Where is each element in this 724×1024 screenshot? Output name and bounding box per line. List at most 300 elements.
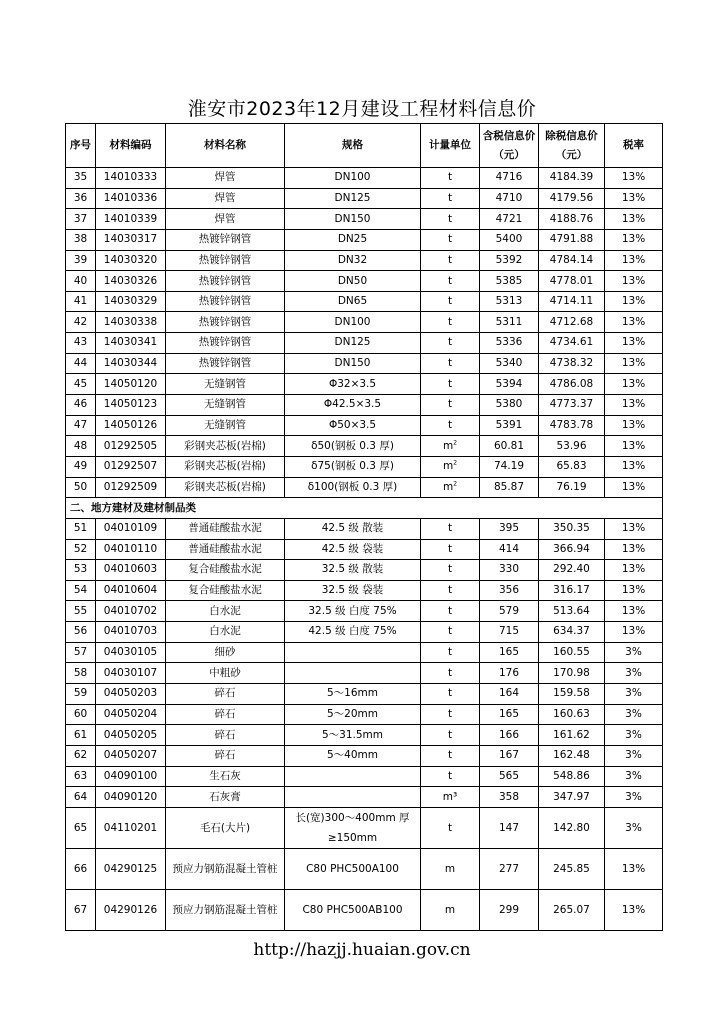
- cell-spec: [285, 209, 421, 230]
- table-row: [66, 250, 663, 271]
- table-row: [66, 395, 663, 416]
- cell-no: [66, 188, 96, 209]
- cell-no-text: 47: [73, 419, 88, 431]
- cell-name-text: 毛石(大片): [199, 821, 251, 834]
- cell-spec-text: 42.5 级 散装: [321, 522, 384, 535]
- cell-name-text: 复合硅酸盐水泥: [188, 584, 262, 597]
- cell-unit-text: m³: [442, 790, 458, 803]
- cell-unit: [421, 622, 480, 643]
- cell-unit-text: t: [447, 522, 453, 535]
- cell-spec-text: 42.5 级 白度 75%: [308, 625, 397, 638]
- table-row: [66, 271, 663, 292]
- cell-net-price-text: 4791.88: [549, 233, 594, 246]
- cell-tax-price: [480, 353, 539, 374]
- cell-no: [66, 436, 96, 457]
- cell-unit: [421, 745, 480, 766]
- cell-net-price: [539, 622, 605, 643]
- cell-net-price-text: 4778.01: [549, 274, 594, 287]
- cell-unit-text: t: [447, 625, 453, 638]
- cell-unit-text: t: [447, 666, 453, 679]
- cell-tax-rate-text: 13%: [621, 357, 646, 370]
- cell-net-price-text: 170.98: [553, 666, 590, 679]
- cell-unit: [421, 704, 480, 725]
- cell-name-text: 焊管: [214, 171, 236, 184]
- cell-net-price: [539, 889, 605, 930]
- cell-tax-rate-text: 3%: [625, 646, 642, 659]
- cell-unit: [421, 333, 480, 354]
- cell-unit: [421, 642, 480, 663]
- cell-code: [96, 848, 166, 889]
- cell-tax-price-text: 715: [498, 625, 520, 638]
- cell-tax-price-text: 299: [498, 903, 520, 916]
- cell-no-text: 60: [73, 707, 88, 720]
- cell-spec: [285, 353, 421, 374]
- cell-spec: [285, 518, 421, 539]
- cell-spec-text: 5～16mm: [327, 687, 378, 700]
- cell-name-text: 彩钢夹芯板(岩棉): [184, 460, 266, 473]
- cell-net-price-text: 65.83: [556, 460, 587, 473]
- cell-tax-price-text: 5336: [495, 336, 523, 349]
- cell-net-price: [539, 663, 605, 684]
- cell-tax-price-text: 277: [498, 862, 520, 875]
- cell-no: [66, 477, 96, 498]
- cell-name: [166, 889, 285, 930]
- cell-tax-rate-text: 13%: [621, 903, 646, 916]
- cell-net-price-text: 142.80: [553, 821, 590, 834]
- cell-no: [66, 250, 96, 271]
- cell-spec: [285, 807, 421, 848]
- cell-tax-rate-text: 13%: [621, 377, 646, 390]
- cell-unit: [421, 188, 480, 209]
- cell-unit: [421, 766, 480, 787]
- cell-code-text: 04050207: [103, 749, 158, 762]
- header-no: 序号: [66, 124, 96, 168]
- cell-code: [96, 580, 166, 601]
- cell-tax-rate: [605, 642, 663, 663]
- cell-spec: [285, 477, 421, 498]
- table-row: [66, 229, 663, 250]
- section-row: [66, 498, 663, 519]
- cell-unit-text: t: [447, 749, 453, 762]
- cell-tax-rate-text: 13%: [621, 604, 646, 617]
- cell-name: [166, 250, 285, 271]
- cell-spec: [285, 456, 421, 477]
- cell-no-text: 49: [73, 460, 88, 473]
- cell-net-price-text: 160.55: [553, 646, 590, 659]
- cell-spec-text: DN65: [337, 295, 368, 308]
- cell-code-text: 14030320: [103, 253, 158, 266]
- cell-no-text: 46: [73, 398, 88, 411]
- cell-no: [66, 725, 96, 746]
- cell-spec-text: δ100(钢板 0.3 厚): [307, 480, 398, 493]
- cell-net-price: [539, 271, 605, 292]
- footer-url: http://hazjj.huaian.gov.cn: [253, 940, 471, 960]
- table-row: [66, 580, 663, 601]
- cell-tax-price: [480, 745, 539, 766]
- cell-tax-rate: [605, 663, 663, 684]
- cell-code: [96, 353, 166, 374]
- cell-tax-rate-text: 3%: [625, 728, 642, 741]
- cell-spec-text: DN50: [337, 274, 368, 287]
- cell-no: [66, 312, 96, 333]
- cell-no-text: 53: [73, 563, 88, 576]
- cell-spec: [285, 415, 421, 436]
- cell-no-text: 58: [73, 666, 88, 679]
- table-row: [66, 560, 663, 581]
- cell-spec-text: 长(宽)300～400mm 厚≥150mm: [295, 811, 410, 844]
- cell-tax-rate: [605, 168, 663, 189]
- cell-tax-price-text: 356: [498, 584, 520, 597]
- cell-code: [96, 766, 166, 787]
- cell-spec-text: Φ42.5×3.5: [323, 398, 382, 411]
- cell-name-text: 彩钢夹芯板(岩棉): [184, 480, 266, 493]
- cell-unit-text: t: [447, 542, 453, 555]
- cell-no-text: 42: [73, 315, 88, 328]
- cell-tax-price-text: 74.19: [493, 460, 525, 473]
- cell-spec-text: Φ32×3.5: [328, 377, 377, 390]
- cell-unit: [421, 539, 480, 560]
- cell-unit: [421, 477, 480, 498]
- table-row: [66, 518, 663, 539]
- cell-code: [96, 374, 166, 395]
- cell-tax-price-text: 164: [498, 687, 520, 700]
- cell-no-text: 55: [73, 604, 88, 617]
- cell-tax-price-text: 414: [498, 542, 520, 555]
- cell-tax-rate: [605, 601, 663, 622]
- cell-unit: [421, 395, 480, 416]
- cell-name-text: 热镀锌钢管: [198, 357, 252, 370]
- cell-tax-rate-text: 13%: [621, 233, 646, 246]
- cell-unit: [421, 807, 480, 848]
- cell-tax-price-text: 165: [498, 707, 520, 720]
- cell-tax-rate-text: 13%: [621, 171, 646, 184]
- cell-spec: [285, 663, 421, 684]
- table-row: [66, 353, 663, 374]
- cell-code: [96, 415, 166, 436]
- cell-name: [166, 560, 285, 581]
- cell-tax-rate: [605, 848, 663, 889]
- cell-no: [66, 291, 96, 312]
- cell-tax-price-text: 579: [498, 604, 520, 617]
- cell-net-price: [539, 807, 605, 848]
- cell-code-text: 01292507: [103, 460, 158, 473]
- cell-no-text: 63: [73, 769, 88, 782]
- cell-name: [166, 188, 285, 209]
- cell-name: [166, 766, 285, 787]
- cell-net-price-text: 76.19: [556, 480, 587, 493]
- cell-tax-price-text: 4710: [495, 191, 523, 204]
- cell-name-text: 预应力钢筋混凝土管桩: [172, 903, 278, 916]
- table-row: [66, 807, 663, 848]
- cell-name-text: 碎石: [214, 687, 236, 700]
- cell-unit: [421, 436, 480, 457]
- cell-spec: [285, 560, 421, 581]
- cell-name: [166, 704, 285, 725]
- cell-spec: [285, 766, 421, 787]
- cell-tax-price-text: 166: [498, 728, 520, 741]
- cell-unit: [421, 456, 480, 477]
- cell-no-text: 61: [73, 728, 88, 741]
- cell-net-price: [539, 415, 605, 436]
- cell-unit-text: t: [447, 377, 453, 390]
- cell-code: [96, 333, 166, 354]
- cell-unit-text: t: [447, 336, 453, 349]
- cell-name-text: 细砂: [214, 646, 236, 659]
- cell-net-price: [539, 684, 605, 705]
- cell-tax-rate: [605, 271, 663, 292]
- cell-code-text: 14030329: [103, 295, 158, 308]
- cell-code-text: 04110201: [103, 821, 158, 834]
- cell-spec: [285, 745, 421, 766]
- cell-tax-price: [480, 229, 539, 250]
- cell-unit: [421, 168, 480, 189]
- cell-no: [66, 333, 96, 354]
- cell-name-text: 碎石: [214, 749, 236, 762]
- cell-name: [166, 229, 285, 250]
- table-row: [66, 601, 663, 622]
- cell-code: [96, 787, 166, 808]
- cell-unit-text: t: [447, 315, 453, 328]
- cell-code: [96, 807, 166, 848]
- cell-spec: [285, 312, 421, 333]
- cell-tax-rate-text: 3%: [625, 790, 642, 803]
- cell-unit-text: t: [447, 357, 453, 370]
- cell-net-price: [539, 333, 605, 354]
- table-row: [66, 848, 663, 889]
- header-code: 材料编码: [96, 124, 166, 168]
- cell-unit: [421, 229, 480, 250]
- cell-unit: [421, 209, 480, 230]
- cell-unit-text: t: [447, 233, 453, 246]
- cell-no-text: 54: [73, 584, 88, 597]
- cell-name: [166, 456, 285, 477]
- cell-code-text: 04010110: [103, 542, 158, 555]
- cell-no-text: 45: [73, 377, 88, 390]
- cell-name: [166, 580, 285, 601]
- cell-tax-rate: [605, 539, 663, 560]
- cell-tax-rate-text: 13%: [621, 419, 646, 431]
- cell-no: [66, 353, 96, 374]
- cell-spec-text: DN100: [334, 171, 371, 184]
- cell-tax-price: [480, 395, 539, 416]
- cell-tax-price: [480, 539, 539, 560]
- cell-code-text: 04010604: [103, 584, 158, 597]
- cell-tax-price-text: 330: [498, 563, 520, 576]
- table-body: [66, 168, 663, 931]
- cell-name-text: 无缝钢管: [204, 419, 246, 431]
- cell-code-text: 14050123: [103, 398, 158, 411]
- cell-unit-text: t: [447, 769, 453, 782]
- cell-no-text: 52: [73, 542, 88, 555]
- cell-no: [66, 539, 96, 560]
- cell-no-text: 64: [73, 790, 88, 803]
- cell-name-text: 彩钢夹芯板(岩棉): [184, 439, 266, 452]
- cell-code-text: 01292509: [103, 480, 158, 493]
- cell-tax-rate-text: 13%: [621, 212, 646, 225]
- cell-spec: [285, 374, 421, 395]
- cell-no: [66, 766, 96, 787]
- cell-unit-text: t: [447, 212, 453, 225]
- cell-tax-price: [480, 456, 539, 477]
- cell-net-price: [539, 229, 605, 250]
- table-row: [66, 291, 663, 312]
- cell-net-price: [539, 291, 605, 312]
- cell-net-price: [539, 642, 605, 663]
- cell-tax-price-text: 5392: [495, 253, 523, 266]
- cell-code-text: 14050120: [103, 377, 158, 390]
- cell-tax-price-text: 5385: [495, 274, 523, 287]
- cell-tax-price: [480, 580, 539, 601]
- cell-unit: [421, 889, 480, 930]
- cell-code-text: 04030105: [103, 646, 158, 659]
- cell-net-price-text: 162.48: [553, 749, 590, 762]
- cell-net-price-text: 160.63: [553, 707, 590, 720]
- cell-unit-text: t: [447, 419, 453, 431]
- cell-tax-rate: [605, 787, 663, 808]
- cell-tax-rate: [605, 725, 663, 746]
- cell-unit: [421, 312, 480, 333]
- cell-no-text: 50: [73, 480, 88, 493]
- cell-name: [166, 168, 285, 189]
- cell-no-text: 44: [73, 357, 88, 370]
- cell-spec: [285, 436, 421, 457]
- cell-code: [96, 518, 166, 539]
- cell-net-price: [539, 209, 605, 230]
- cell-name-text: 复合硅酸盐水泥: [188, 563, 262, 576]
- cell-tax-price-text: 85.87: [493, 480, 525, 493]
- table-row: [66, 663, 663, 684]
- table-row: [66, 787, 663, 808]
- cell-net-price: [539, 580, 605, 601]
- cell-spec-text: C80 PHC500A100: [306, 862, 399, 875]
- table-row: [66, 704, 663, 725]
- cell-tax-rate: [605, 580, 663, 601]
- cell-code-text: 04050205: [103, 728, 158, 741]
- cell-unit-text: t: [447, 563, 453, 576]
- cell-unit: [421, 787, 480, 808]
- cell-code: [96, 642, 166, 663]
- cell-tax-price: [480, 725, 539, 746]
- cell-code-text: 04090100: [103, 769, 158, 782]
- cell-net-price-text: 265.07: [553, 903, 590, 916]
- cell-unit-text: t: [447, 253, 453, 266]
- cell-tax-rate-text: 13%: [621, 315, 646, 328]
- cell-tax-rate: [605, 353, 663, 374]
- cell-net-price-text: 347.97: [553, 790, 590, 803]
- cell-tax-rate-text: 13%: [621, 563, 646, 576]
- cell-net-price-text: 4773.37: [549, 398, 594, 411]
- cell-tax-price: [480, 415, 539, 436]
- cell-code: [96, 539, 166, 560]
- cell-unit-text: t: [447, 584, 453, 597]
- header-tax-rate: 税率: [605, 124, 663, 168]
- cell-tax-rate: [605, 415, 663, 436]
- cell-no: [66, 663, 96, 684]
- table-row: [66, 725, 663, 746]
- cell-spec: [285, 601, 421, 622]
- cell-tax-price: [480, 271, 539, 292]
- cell-net-price-text: 159.58: [553, 687, 590, 700]
- cell-unit: [421, 663, 480, 684]
- cell-code: [96, 250, 166, 271]
- cell-no: [66, 560, 96, 581]
- cell-code-text: 14030317: [103, 233, 158, 246]
- cell-no: [66, 889, 96, 930]
- cell-spec-text: 32.5 级 散装: [321, 563, 384, 576]
- cell-spec-text: DN150: [334, 212, 371, 225]
- cell-spec: [285, 250, 421, 271]
- cell-unit-text: t: [447, 687, 453, 700]
- cell-name-text: 焊管: [214, 212, 236, 225]
- cell-no-text: 43: [73, 336, 88, 349]
- cell-tax-price: [480, 663, 539, 684]
- cell-unit: [421, 580, 480, 601]
- cell-unit-text: t: [447, 398, 453, 411]
- cell-code: [96, 725, 166, 746]
- cell-name-text: 热镀锌钢管: [198, 274, 252, 287]
- cell-no-text: 56: [73, 625, 88, 638]
- cell-tax-price-text: 565: [498, 769, 520, 782]
- header-tax-price: 含税信息价（元）: [480, 124, 539, 168]
- cell-tax-price-text: 5313: [495, 295, 523, 308]
- cell-tax-rate-text: 13%: [621, 336, 646, 349]
- cell-name: [166, 642, 285, 663]
- cell-code-text: 14050126: [103, 419, 158, 431]
- cell-name: [166, 745, 285, 766]
- cell-code: [96, 168, 166, 189]
- cell-no: [66, 622, 96, 643]
- cell-name-text: 碎石: [214, 728, 236, 741]
- cell-spec-text: DN125: [334, 191, 371, 204]
- cell-no-text: 57: [73, 646, 88, 659]
- cell-code: [96, 477, 166, 498]
- cell-name: [166, 477, 285, 498]
- cell-tax-rate-text: 13%: [621, 253, 646, 266]
- cell-spec: [285, 704, 421, 725]
- cell-name-text: 无缝钢管: [204, 377, 246, 390]
- cell-tax-price: [480, 374, 539, 395]
- cell-code: [96, 684, 166, 705]
- cell-tax-price: [480, 787, 539, 808]
- cell-name: [166, 291, 285, 312]
- cell-name-text: 白水泥: [209, 604, 241, 617]
- cell-name: [166, 395, 285, 416]
- cell-no: [66, 415, 96, 436]
- cell-spec-text: 5～40mm: [327, 749, 378, 762]
- cell-spec: [285, 580, 421, 601]
- cell-tax-rate-text: 3%: [625, 666, 642, 679]
- cell-net-price: [539, 704, 605, 725]
- cell-tax-rate: [605, 436, 663, 457]
- cell-tax-rate-text: 13%: [621, 295, 646, 308]
- cell-no-text: 37: [73, 212, 88, 225]
- cell-tax-price: [480, 766, 539, 787]
- cell-no: [66, 374, 96, 395]
- cell-name: [166, 436, 285, 457]
- cell-code-text: 04050204: [103, 707, 158, 720]
- cell-no-text: 59: [73, 687, 88, 700]
- table-row: [66, 642, 663, 663]
- cell-no-text: 65: [73, 821, 88, 834]
- cell-tax-rate: [605, 312, 663, 333]
- cell-net-price-text: 4712.68: [549, 315, 594, 328]
- cell-net-price: [539, 353, 605, 374]
- cell-tax-price: [480, 848, 539, 889]
- cell-no-text: 40: [73, 274, 88, 287]
- cell-unit-text: t: [447, 728, 453, 741]
- cell-spec: [285, 642, 421, 663]
- header-name: 材料名称: [166, 124, 285, 168]
